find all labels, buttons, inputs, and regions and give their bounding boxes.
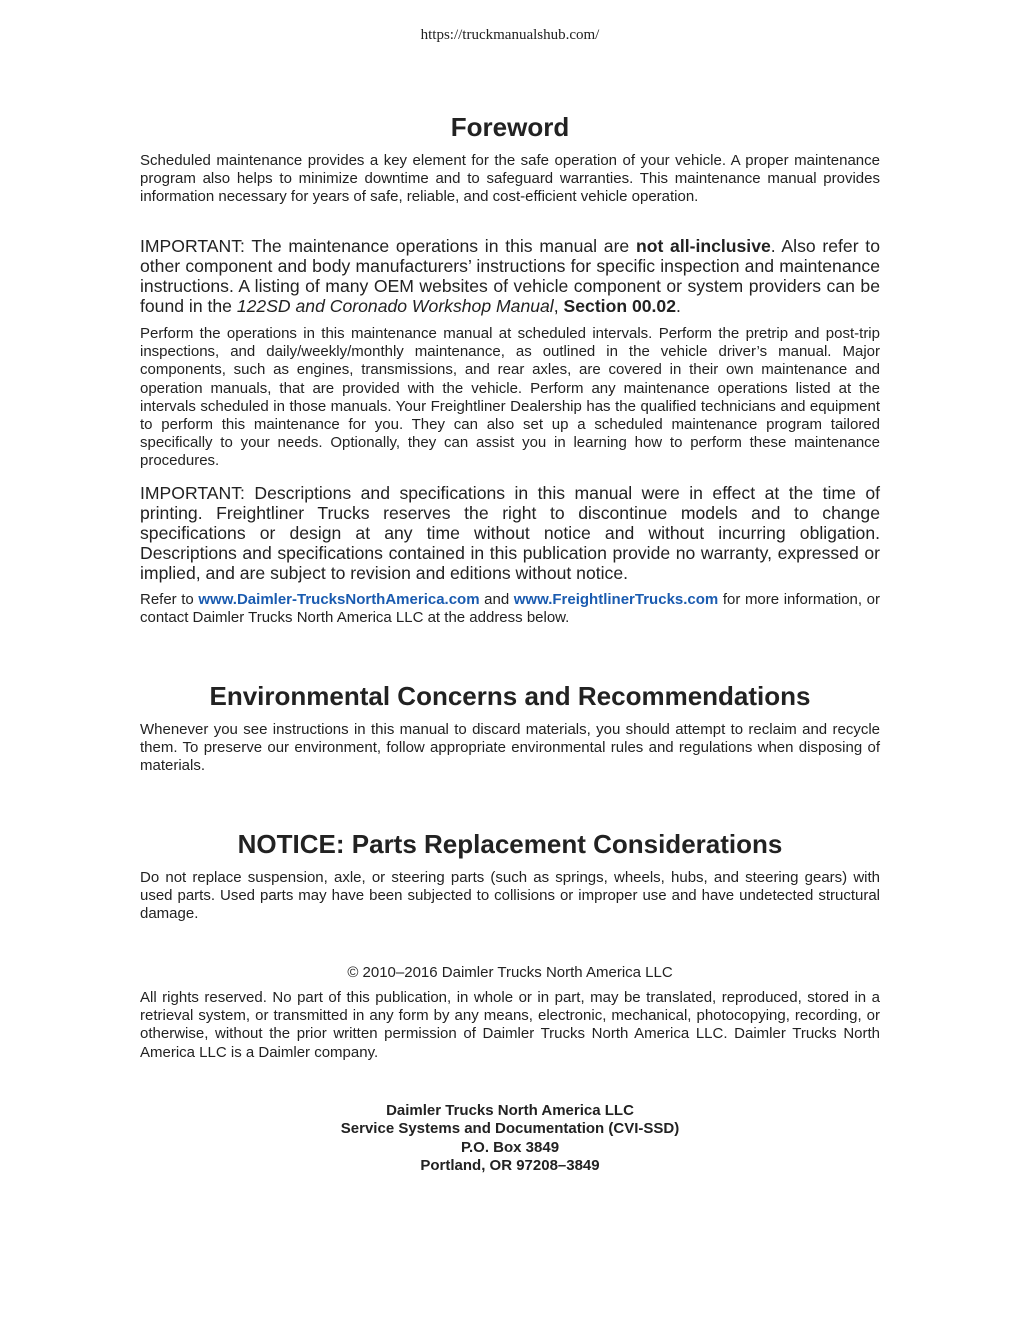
workshop-manual-ref: 122SD and Coronado Workshop Manual <box>236 296 554 316</box>
refer-end: for more information, or contact Daimler Trucks North America LLC at the address below. <box>140 591 880 627</box>
refer-lead: Refer to <box>140 591 199 608</box>
daimler-link[interactable]: www.Daimler-TrucksNorthAmerica.com <box>198 591 480 608</box>
important-1-mid: . Also refer to other component and body manufacturers’ instructions for specific inspection and maintenance instructions. A listing of many OEM websites of vehicle component or system providers can be found in the <box>140 236 880 316</box>
company-address <box>140 1102 880 1175</box>
address-line-po-box: P.O. Box 3849 <box>460 1138 560 1156</box>
important-1-end: . <box>675 296 681 316</box>
important-1-lead: IMPORTANT: The maintenance operations in this manual are <box>140 236 636 256</box>
rights-paragraph: All rights reserved. No part of this publication, in whole or in part, may be translated, reproduced, stored in a retrieval system, or transmitted in any form by any means, electronic, mechanical, photocopying, recording, or otherwise, without the prior written permission of Daimler Trucks North America LLC. Daimler Trucks North America LLC is a Daimler company. <box>140 989 880 1061</box>
source-url: https://truckmanualshub.com/ <box>420 27 600 43</box>
important-1-comma: , <box>553 296 564 316</box>
refer-paragraph <box>140 591 880 627</box>
address-line-department: Service Systems and Documentation (CVI-SSD) <box>340 1120 680 1138</box>
foreword-paragraph-1: Scheduled maintenance provides a key element for the safe operation of your vehicle. A proper maintenance program also helps to minimize downtime and to safeguard warranties. This maintenance manual provides information necessary for years of safe, reliable, and cost-efficient vehicle operation. <box>140 152 880 206</box>
important-1-bold: not all-inclusive <box>635 236 771 256</box>
environmental-title: Environmental Concerns and Recommendations <box>209 681 811 711</box>
freightliner-link[interactable]: www.FreightlinerTrucks.com <box>513 591 719 608</box>
section-ref: Section 00.02 <box>563 296 676 316</box>
foreword-title: Foreword <box>450 112 570 142</box>
address-line-company: Daimler Trucks North America LLC <box>386 1102 634 1119</box>
notice-title: NOTICE: Parts Replacement Considerations <box>237 829 783 859</box>
important-notice-1 <box>140 236 880 316</box>
copyright-line: © 2010–2016 Daimler Trucks North America LLC <box>347 964 673 981</box>
notice-paragraph: Do not replace suspension, axle, or steering parts (such as springs, wheels, hubs, and steering gears) with used parts. Used parts may have been subjected to collisions or improper use and have undetected structural damage. <box>140 869 880 923</box>
foreword-paragraph-2: Perform the operations in this maintenance manual at scheduled intervals. Perform the pretrip and post-trip inspections, and daily/weekly/monthly maintenance, as outlined in the vehicle driver’s manual. Major components, such as engines, transmissions, and rear axles, are covered in their own maintenance and operation manuals, that are provided with the vehicle. Perform any maintenance operations listed at the intervals scheduled in those manuals. Your Freightliner Dealership has the qualified technicians and equipment to perform this maintenance for you. They can also set up a scheduled maintenance program tailored specifically to your needs. Optionally, they can assist you in learning how to perform these maintenance procedures. <box>140 325 880 470</box>
environmental-paragraph: Whenever you see instructions in this manual to discard materials, you should attempt to reclaim and recycle them. To preserve our environment, follow appropriate environmental rules and regulations when disposing of materials. <box>140 721 880 775</box>
address-line-city: Portland, OR 97208–3849 <box>420 1156 600 1174</box>
refer-and: and <box>479 591 514 608</box>
important-notice-2: IMPORTANT: Descriptions and specifications in this manual were in effect at the time of printing. Freightliner Trucks reserves the right to discontinue models and to change specifications or design at any time without notice and without incurring obligation. Descriptions and specifications contained in this publication provide no warranty, expressed or implied, and are subject to revision and editions without notice. <box>140 483 880 583</box>
